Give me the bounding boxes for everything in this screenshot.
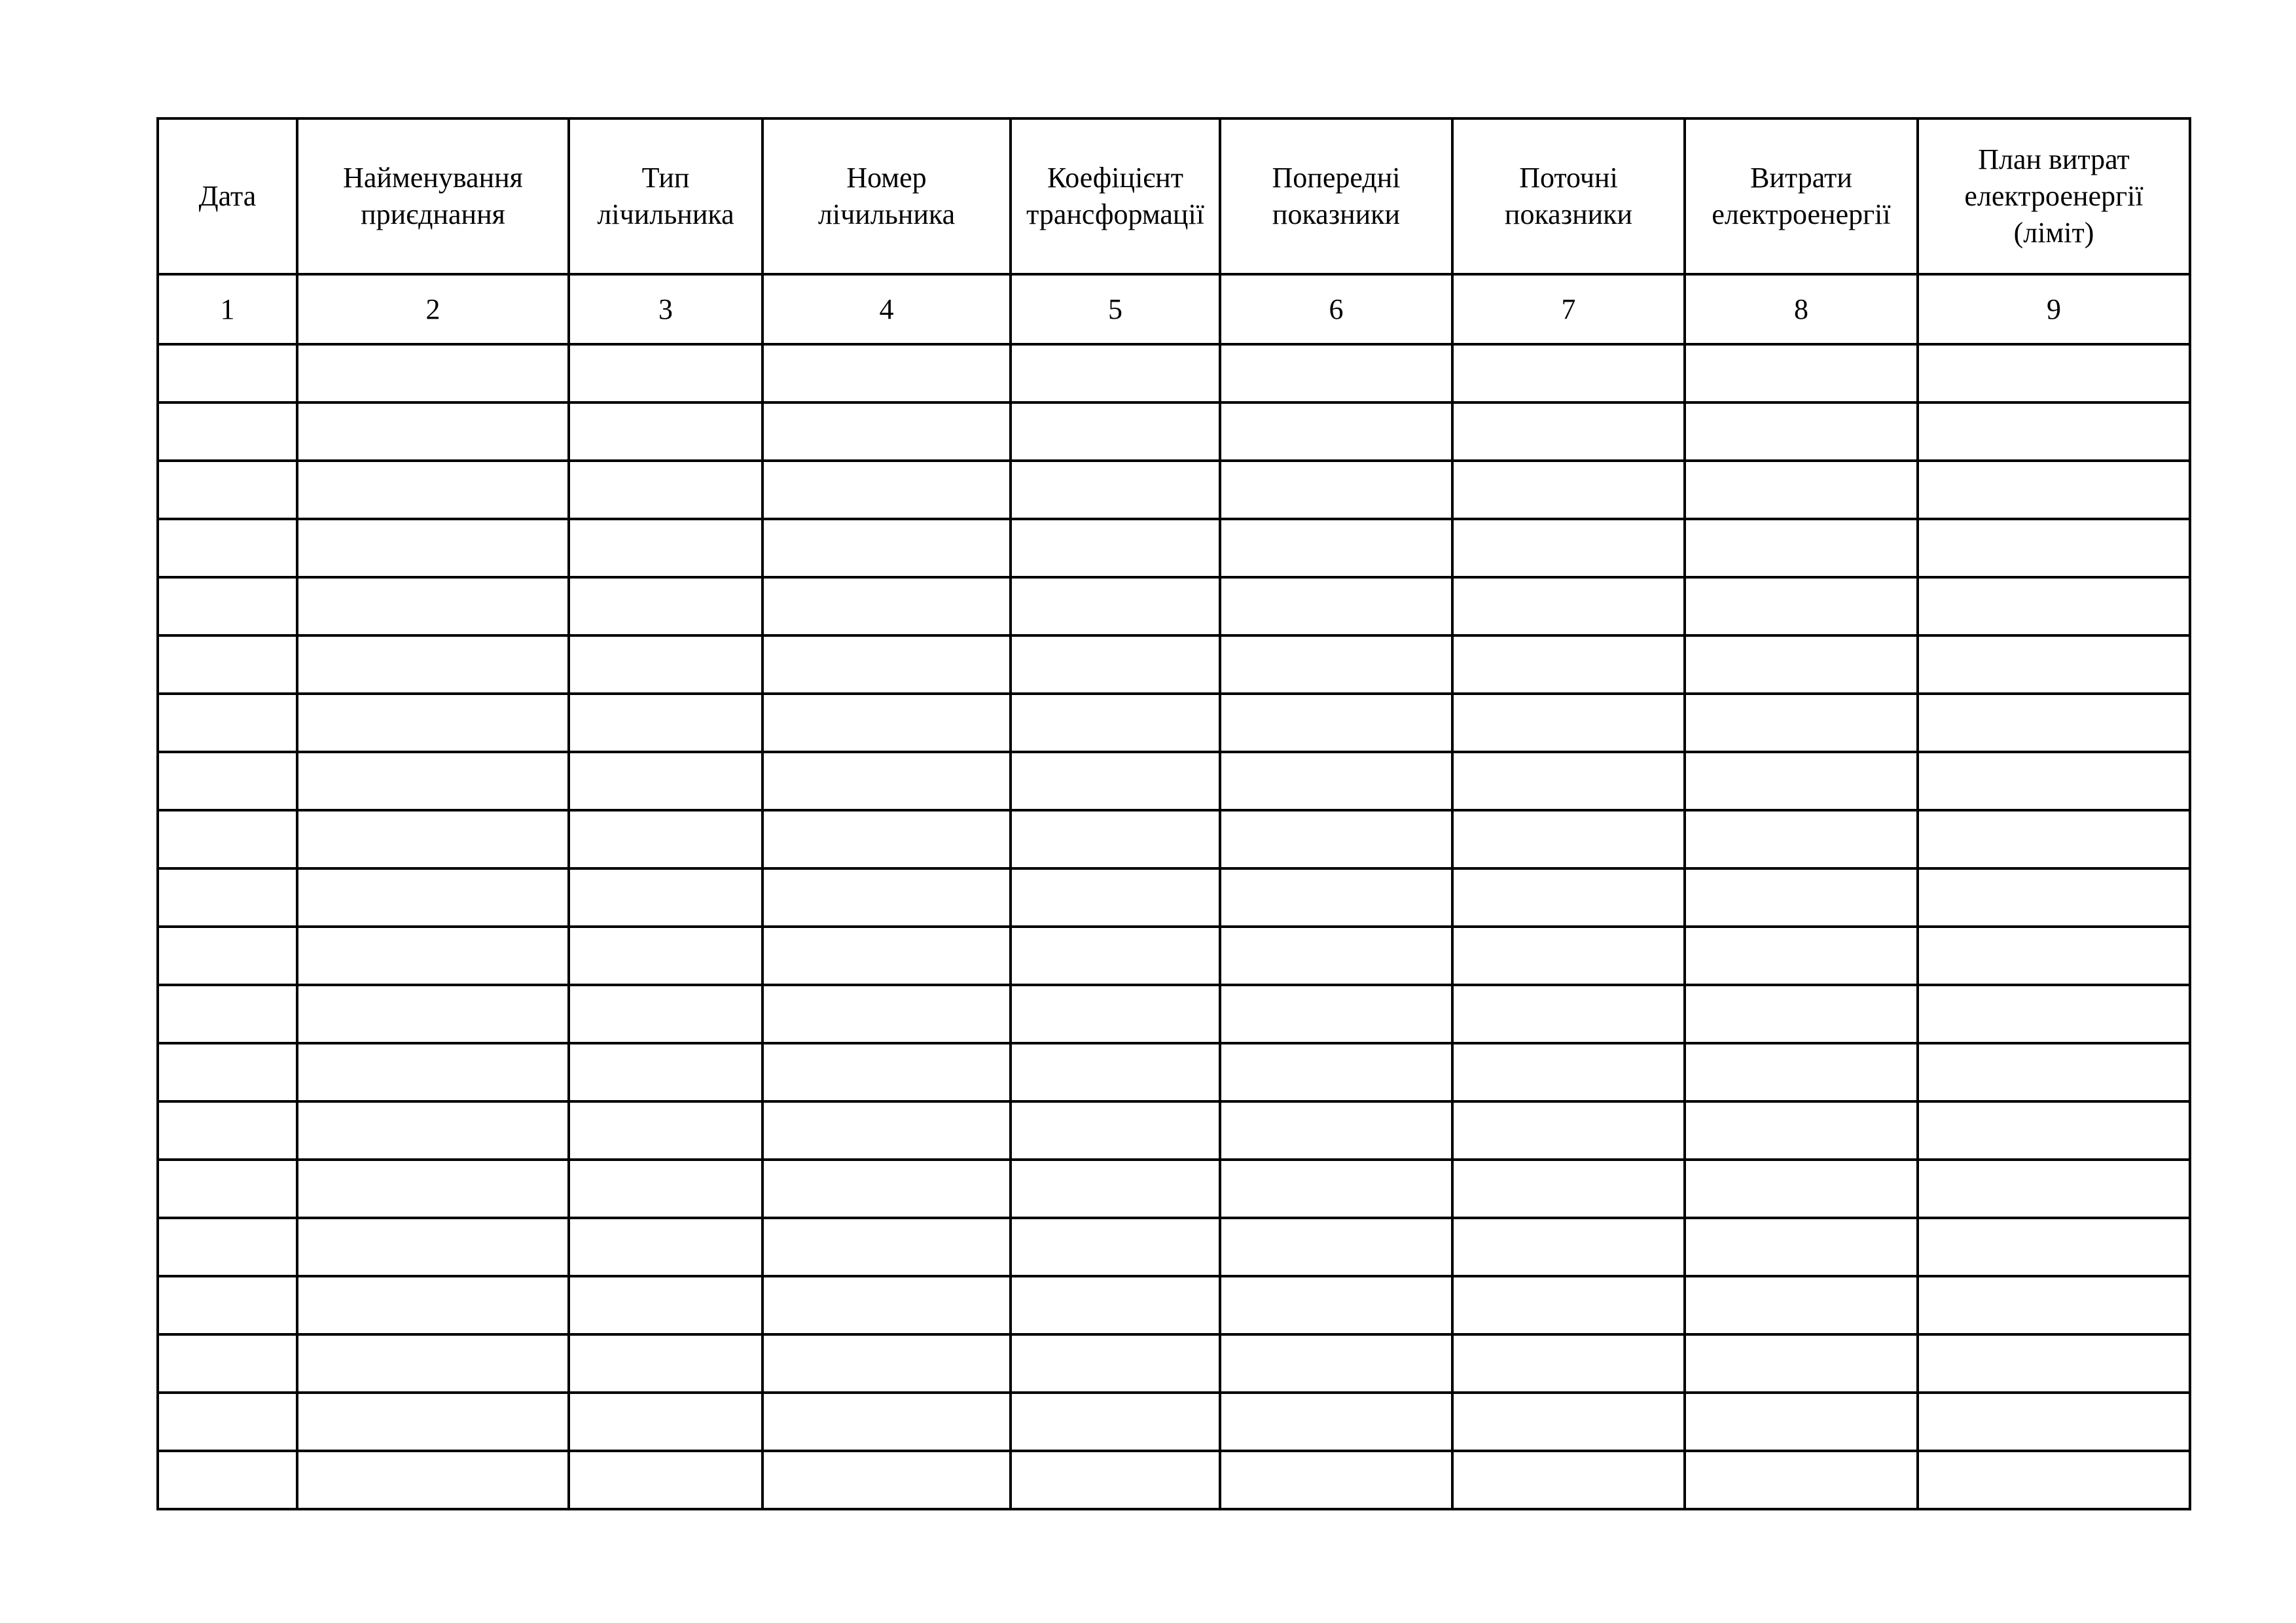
header-line: трансформації [1026, 198, 1204, 230]
table-cell [1918, 1276, 2190, 1334]
table-cell [158, 344, 297, 402]
header-line: лічильника [597, 198, 734, 230]
table-cell [569, 1043, 762, 1101]
table-cell [1452, 1043, 1685, 1101]
table-row [158, 1160, 2190, 1218]
table-cell [297, 927, 569, 985]
table-cell [297, 519, 569, 577]
table-cell [1685, 985, 1918, 1043]
table-cell [1918, 344, 2190, 402]
table-cell [158, 1101, 297, 1160]
table-cell [569, 752, 762, 810]
table-cell [569, 402, 762, 461]
table-cell [569, 868, 762, 927]
table-cell [297, 810, 569, 868]
table-cell [1918, 577, 2190, 635]
table-cell [762, 694, 1011, 752]
header-line: Номер [846, 162, 927, 194]
table-cell [1011, 1101, 1220, 1160]
header-line: показники [1272, 198, 1401, 230]
table-cell [569, 1218, 762, 1276]
table-cell [158, 752, 297, 810]
table-cell [1918, 461, 2190, 519]
header-line: Найменування [343, 162, 523, 194]
header-previous-readings [1220, 118, 1452, 274]
table-cell [1220, 1218, 1452, 1276]
table-cell [297, 577, 569, 635]
table-cell [1011, 344, 1220, 402]
table-cell [1452, 519, 1685, 577]
table-cell [1452, 868, 1685, 927]
header-transformation-ratio [1011, 118, 1220, 274]
table-cell [1685, 1160, 1918, 1218]
table-row [158, 810, 2190, 868]
header-line: електроенергії [1712, 198, 1891, 230]
table-cell [1220, 519, 1452, 577]
table-cell [158, 519, 297, 577]
table-cell [1220, 810, 1452, 868]
table-row [158, 635, 2190, 694]
table-cell [569, 1393, 762, 1451]
table-cell [762, 927, 1011, 985]
table-cell [297, 752, 569, 810]
table-row [158, 752, 2190, 810]
table-cell [1220, 1451, 1452, 1509]
table-cell [762, 1043, 1011, 1101]
table-cell [1220, 461, 1452, 519]
table-cell [762, 1160, 1011, 1218]
table-cell [297, 1043, 569, 1101]
table-cell [1685, 810, 1918, 868]
table-cell [1685, 1101, 1918, 1160]
table-cell [569, 519, 762, 577]
table-cell [1011, 1276, 1220, 1334]
table-cell [1452, 1218, 1685, 1276]
table-cell [1685, 519, 1918, 577]
table-cell [1452, 461, 1685, 519]
table-cell [1685, 1043, 1918, 1101]
table-cell [297, 1101, 569, 1160]
header-consumption-plan-limit [1918, 118, 2190, 274]
header-line: План витрат [1978, 143, 2130, 175]
table-cell [1685, 402, 1918, 461]
table-cell [297, 1276, 569, 1334]
header-line: Дата [198, 180, 257, 212]
table-cell [1011, 1218, 1220, 1276]
table-cell [1452, 1101, 1685, 1160]
table-cell [1918, 1101, 2190, 1160]
table-cell [1220, 752, 1452, 810]
table-cell [1220, 868, 1452, 927]
table-cell [762, 1101, 1011, 1160]
table-cell [1011, 985, 1220, 1043]
table-row [158, 1451, 2190, 1509]
table-cell [762, 1218, 1011, 1276]
table-cell [158, 635, 297, 694]
table-cell [1452, 635, 1685, 694]
table-cell [297, 635, 569, 694]
table-cell [1918, 927, 2190, 985]
column-number: 3 [569, 274, 762, 344]
table-cell [1452, 1451, 1685, 1509]
table-cell [1220, 1160, 1452, 1218]
header-line: (ліміт) [2013, 217, 2094, 249]
table-cell [1452, 694, 1685, 752]
table-cell [158, 402, 297, 461]
table-cell [1918, 985, 2190, 1043]
table-row [158, 519, 2190, 577]
table-cell [158, 810, 297, 868]
table-cell [1011, 402, 1220, 461]
table-cell [1011, 461, 1220, 519]
table-cell [1918, 1218, 2190, 1276]
table-cell [762, 635, 1011, 694]
table-cell [762, 1393, 1011, 1451]
table-cell [1918, 694, 2190, 752]
table-cell [297, 1451, 569, 1509]
table-row [158, 694, 2190, 752]
table-cell [1452, 927, 1685, 985]
table-cell [158, 927, 297, 985]
table-cell [762, 402, 1011, 461]
table-row [158, 1393, 2190, 1451]
column-number: 6 [1220, 274, 1452, 344]
table-cell [1220, 927, 1452, 985]
table-cell [297, 344, 569, 402]
table-cell [1685, 461, 1918, 519]
table-cell [1011, 1334, 1220, 1393]
column-number: 7 [1452, 274, 1685, 344]
table-cell [1220, 694, 1452, 752]
table-row [158, 344, 2190, 402]
table-cell [1685, 927, 1918, 985]
table-cell [1011, 1451, 1220, 1509]
table-cell [158, 1276, 297, 1334]
table-cell [1011, 927, 1220, 985]
table-cell [762, 868, 1011, 927]
table-row [158, 577, 2190, 635]
table-cell [569, 927, 762, 985]
table-cell [1452, 344, 1685, 402]
table-cell [158, 1334, 297, 1393]
table-cell [569, 694, 762, 752]
column-number: 1 [158, 274, 297, 344]
table-cell [762, 461, 1011, 519]
table-row [158, 1218, 2190, 1276]
table-cell [1918, 752, 2190, 810]
table-cell [1918, 519, 2190, 577]
table-cell [158, 1218, 297, 1276]
table-cell [297, 694, 569, 752]
table-cell [1011, 694, 1220, 752]
table-cell [1918, 1160, 2190, 1218]
header-line: Попередні [1272, 162, 1401, 194]
table-cell [569, 461, 762, 519]
table-cell [1220, 402, 1452, 461]
table-cell [1011, 1043, 1220, 1101]
table-cell [1452, 985, 1685, 1043]
header-line: Коефіцієнт [1047, 162, 1183, 194]
column-number: 9 [1918, 274, 2190, 344]
table-cell [1685, 1451, 1918, 1509]
column-number: 2 [297, 274, 569, 344]
table-cell [1452, 577, 1685, 635]
table-cell [1918, 1451, 2190, 1509]
table-cell [1011, 1160, 1220, 1218]
table-cell [1685, 1393, 1918, 1451]
table-cell [1685, 577, 1918, 635]
table-cell [1011, 1393, 1220, 1451]
table-cell [297, 461, 569, 519]
table-cell [1220, 985, 1452, 1043]
table-cell [569, 1334, 762, 1393]
table-cell [1011, 752, 1220, 810]
table-cell [762, 344, 1011, 402]
table-row [158, 1101, 2190, 1160]
table-cell [762, 810, 1011, 868]
table-cell [1452, 402, 1685, 461]
table-cell [297, 1160, 569, 1218]
table-cell [1685, 344, 1918, 402]
header-current-readings [1452, 118, 1685, 274]
table-row [158, 868, 2190, 927]
table-cell [158, 1451, 297, 1509]
table-row [158, 1334, 2190, 1393]
table-cell [1011, 577, 1220, 635]
table-cell [297, 868, 569, 927]
table-cell [158, 1393, 297, 1451]
table-cell [569, 1101, 762, 1160]
table-cell [1011, 810, 1220, 868]
table-row [158, 927, 2190, 985]
table-cell [1918, 810, 2190, 868]
table-cell [762, 752, 1011, 810]
header-line: електроенергії [1964, 180, 2144, 212]
meter-readings-table [156, 117, 2191, 1510]
table-cell [1452, 1276, 1685, 1334]
table-cell [762, 1334, 1011, 1393]
table-cell [158, 868, 297, 927]
table-cell [1918, 635, 2190, 694]
table-cell [1220, 577, 1452, 635]
header-line: Тип [641, 162, 690, 194]
header-row [158, 118, 2190, 274]
table-cell [1685, 1334, 1918, 1393]
header-energy-consumption [1685, 118, 1918, 274]
column-number: 5 [1011, 274, 1220, 344]
header-meter-type [569, 118, 762, 274]
table-cell [297, 1393, 569, 1451]
table-cell [569, 1276, 762, 1334]
table-cell [1918, 868, 2190, 927]
table-cell [297, 985, 569, 1043]
table-cell [569, 577, 762, 635]
header-meter-number [762, 118, 1011, 274]
header-line: приєднання [361, 198, 505, 230]
table-cell [1918, 1393, 2190, 1451]
table-cell [569, 985, 762, 1043]
table-cell [158, 1043, 297, 1101]
table-row [158, 985, 2190, 1043]
header-connection-name [297, 118, 569, 274]
header-line: Поточні [1519, 162, 1618, 194]
table-cell [1685, 752, 1918, 810]
table-cell [1220, 1043, 1452, 1101]
table-cell [1220, 1393, 1452, 1451]
table-row [158, 461, 2190, 519]
table-cell [1220, 635, 1452, 694]
table-cell [1452, 1160, 1685, 1218]
table-cell [762, 1451, 1011, 1509]
header-line: лічильника [817, 198, 956, 230]
table-cell [297, 1334, 569, 1393]
table-cell [1452, 752, 1685, 810]
table-cell [1918, 402, 2190, 461]
column-number-row [158, 274, 2190, 344]
table-cell [1918, 1334, 2190, 1393]
table-cell [569, 810, 762, 868]
header-line: Витрати [1750, 162, 1852, 194]
table-cell [762, 1276, 1011, 1334]
table-cell [1685, 1218, 1918, 1276]
table-cell [569, 635, 762, 694]
table-cell [158, 577, 297, 635]
header-line: показники [1504, 198, 1633, 230]
column-number: 8 [1685, 274, 1918, 344]
table-cell [1220, 1334, 1452, 1393]
table-cell [1452, 1334, 1685, 1393]
table-row [158, 402, 2190, 461]
table-cell [1452, 810, 1685, 868]
table-cell [569, 344, 762, 402]
table-cell [569, 1160, 762, 1218]
table-cell [1918, 1043, 2190, 1101]
table-cell [762, 519, 1011, 577]
header-date [158, 118, 297, 274]
table-cell [297, 1218, 569, 1276]
table-cell [1220, 344, 1452, 402]
table-cell [1685, 694, 1918, 752]
table-cell [1011, 635, 1220, 694]
table-cell [1685, 1276, 1918, 1334]
table-cell [158, 461, 297, 519]
table-cell [158, 1160, 297, 1218]
table-cell [1220, 1276, 1452, 1334]
table-cell [1685, 868, 1918, 927]
table-cell [158, 694, 297, 752]
table-cell [569, 1451, 762, 1509]
table-cell [762, 577, 1011, 635]
table-row [158, 1043, 2190, 1101]
table-cell [1685, 635, 1918, 694]
table-cell [1011, 519, 1220, 577]
table-cell [1452, 1393, 1685, 1451]
table-cell [762, 985, 1011, 1043]
table-row [158, 1276, 2190, 1334]
column-number: 4 [762, 274, 1011, 344]
table-cell [1220, 1101, 1452, 1160]
table-cell [1011, 868, 1220, 927]
table-cell [158, 985, 297, 1043]
table-cell [297, 402, 569, 461]
